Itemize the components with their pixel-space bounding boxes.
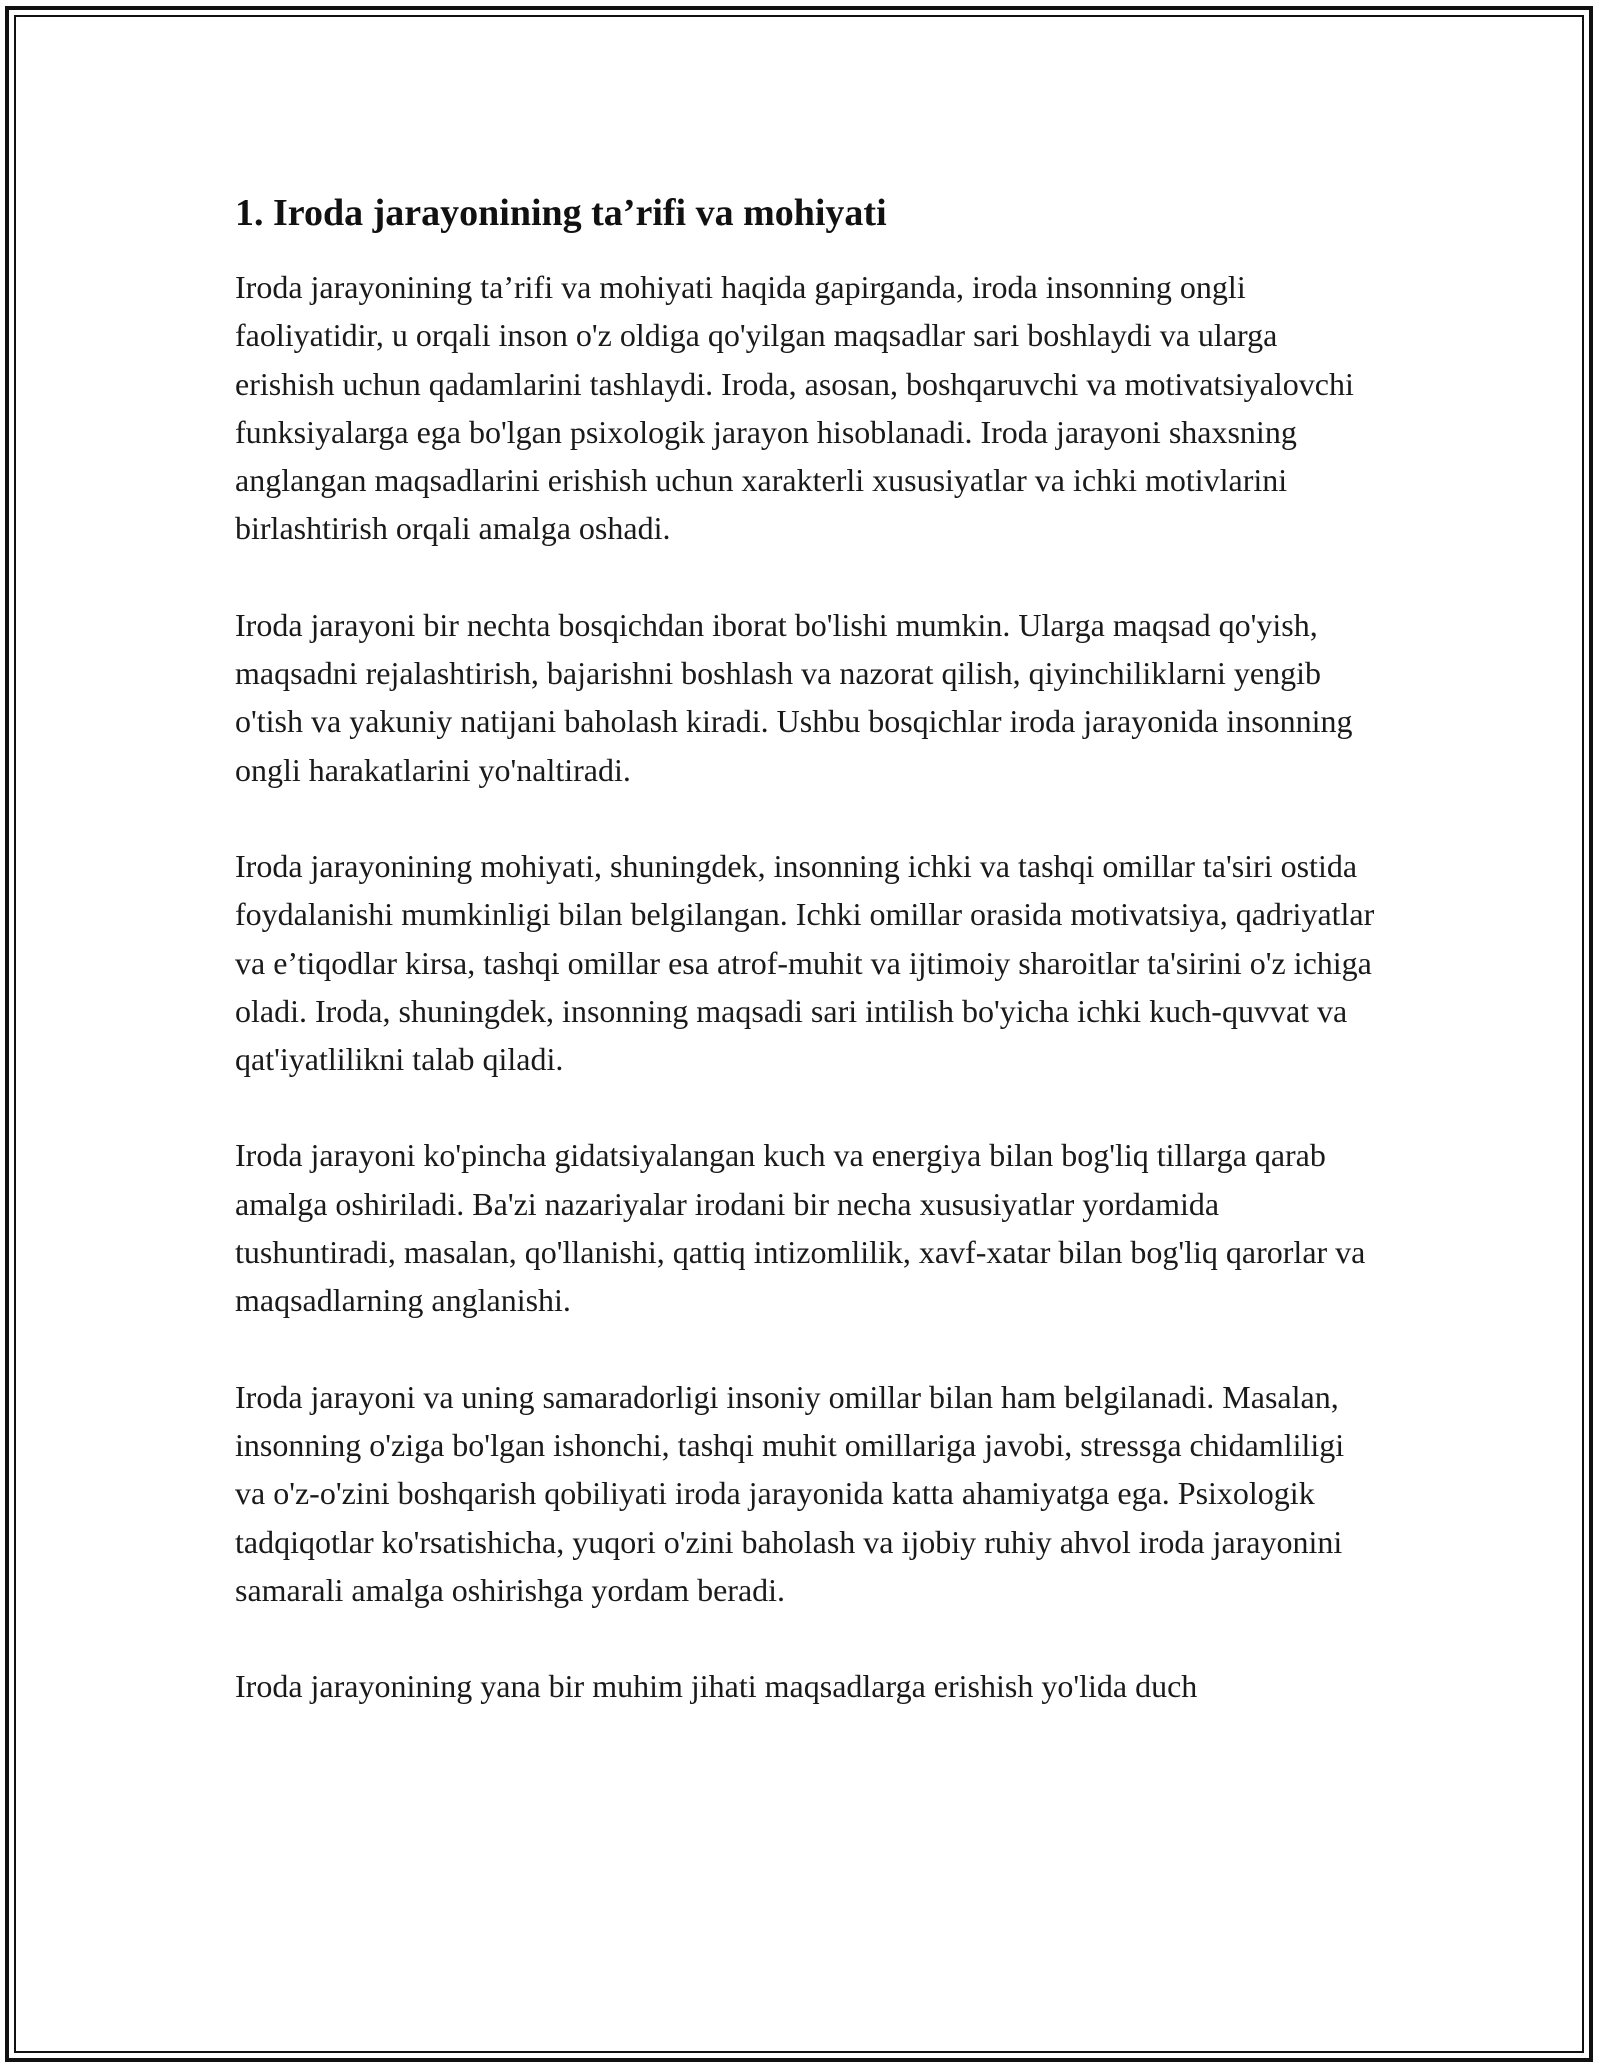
- paragraph-1: Iroda jarayonining ta’rifi va mohiyati haqida gapirganda, iroda insonning ongli faoliyatidir, u orqali inson o'z oldiga qo'yilgan maqsadlar sari boshlaydi va ularga erishish uchun qadamlarini tashlaydi. Iroda, asosan, boshqaruvchi va motivatsiyalovchi funksiyalarga ega bo'lgan psixologik jarayon hisoblanadi. Iroda jarayoni shaxsning anglangan maqsadlarini erishish uchun xarakterli xususiyatlar va ichki motivlarini birlashtirish orqali amalga oshadi.: [235, 269, 1354, 547]
- document-body: [235, 183, 1375, 1758]
- paragraph-5: Iroda jarayoni va uning samaradorligi insoniy omillar bilan ham belgilanadi. Masalan, insonning o'ziga bo'lgan ishonchi, tashqi muhit omillariga javobi, stressga chidamliligi va o'z-o'zini boshqarish qobiliyati iroda jarayonida katta ahamiyatga ega. Psixologik tadqiqotlar ko'rsatishicha, yuqori o'zini baholash va ijobiy ruhiy ahvol iroda jarayonini samarali amalga oshirishga yordam beradi.: [235, 1378, 1345, 1608]
- paragraph-2: Iroda jarayoni bir nechta bosqichdan iborat bo'lishi mumkin. Ularga maqsad qo'yish, maqsadni rejalashtirish, bajarishni boshlash va nazorat qilish, qiyinchiliklarni yengib o'tish va yakuniy natijani baholash kiradi. Ushbu bosqichlar iroda jarayonida insonning ongli harakatlarini yo'naltiradi.: [235, 606, 1353, 788]
- section-heading: 1. Iroda jarayonining ta’rifi va mohiyati: [235, 192, 887, 234]
- paragraph-6: Iroda jarayonining yana bir muhim jihati maqsadlarga erishish yo'lida duch: [235, 1668, 1198, 1705]
- paragraph-3: Iroda jarayonining mohiyati, shuningdek, insonning ichki va tashqi omillar ta'siri ostida foydalanishi mumkinligi bilan belgilangan. Ichki omillar orasida motivatsiya, qadriyatlar va e’tiqodlar kirsa, tashqi omillar esa atrof-muhit va ijtimoiy sharoitlar ta'sirini o'z ichiga oladi. Iroda, shuningdek, insonning maqsadi sari intilish bo'yicha ichki kuch-quvvat va qat'iyatlilikni talab qiladi.: [235, 847, 1375, 1078]
- paragraph-4: Iroda jarayoni ko'pincha gidatsiyalangan kuch va energiya bilan bog'liq tillarga qarab amalga oshiriladi. Ba'zi nazariyalar irodani bir necha xususiyatlar yordamida tushuntiradi, masalan, qo'llanishi, qattiq intizomlilik, xavf-xatar bilan bog'liq qarorlar va maqsadlarning anglanishi.: [235, 1137, 1366, 1319]
